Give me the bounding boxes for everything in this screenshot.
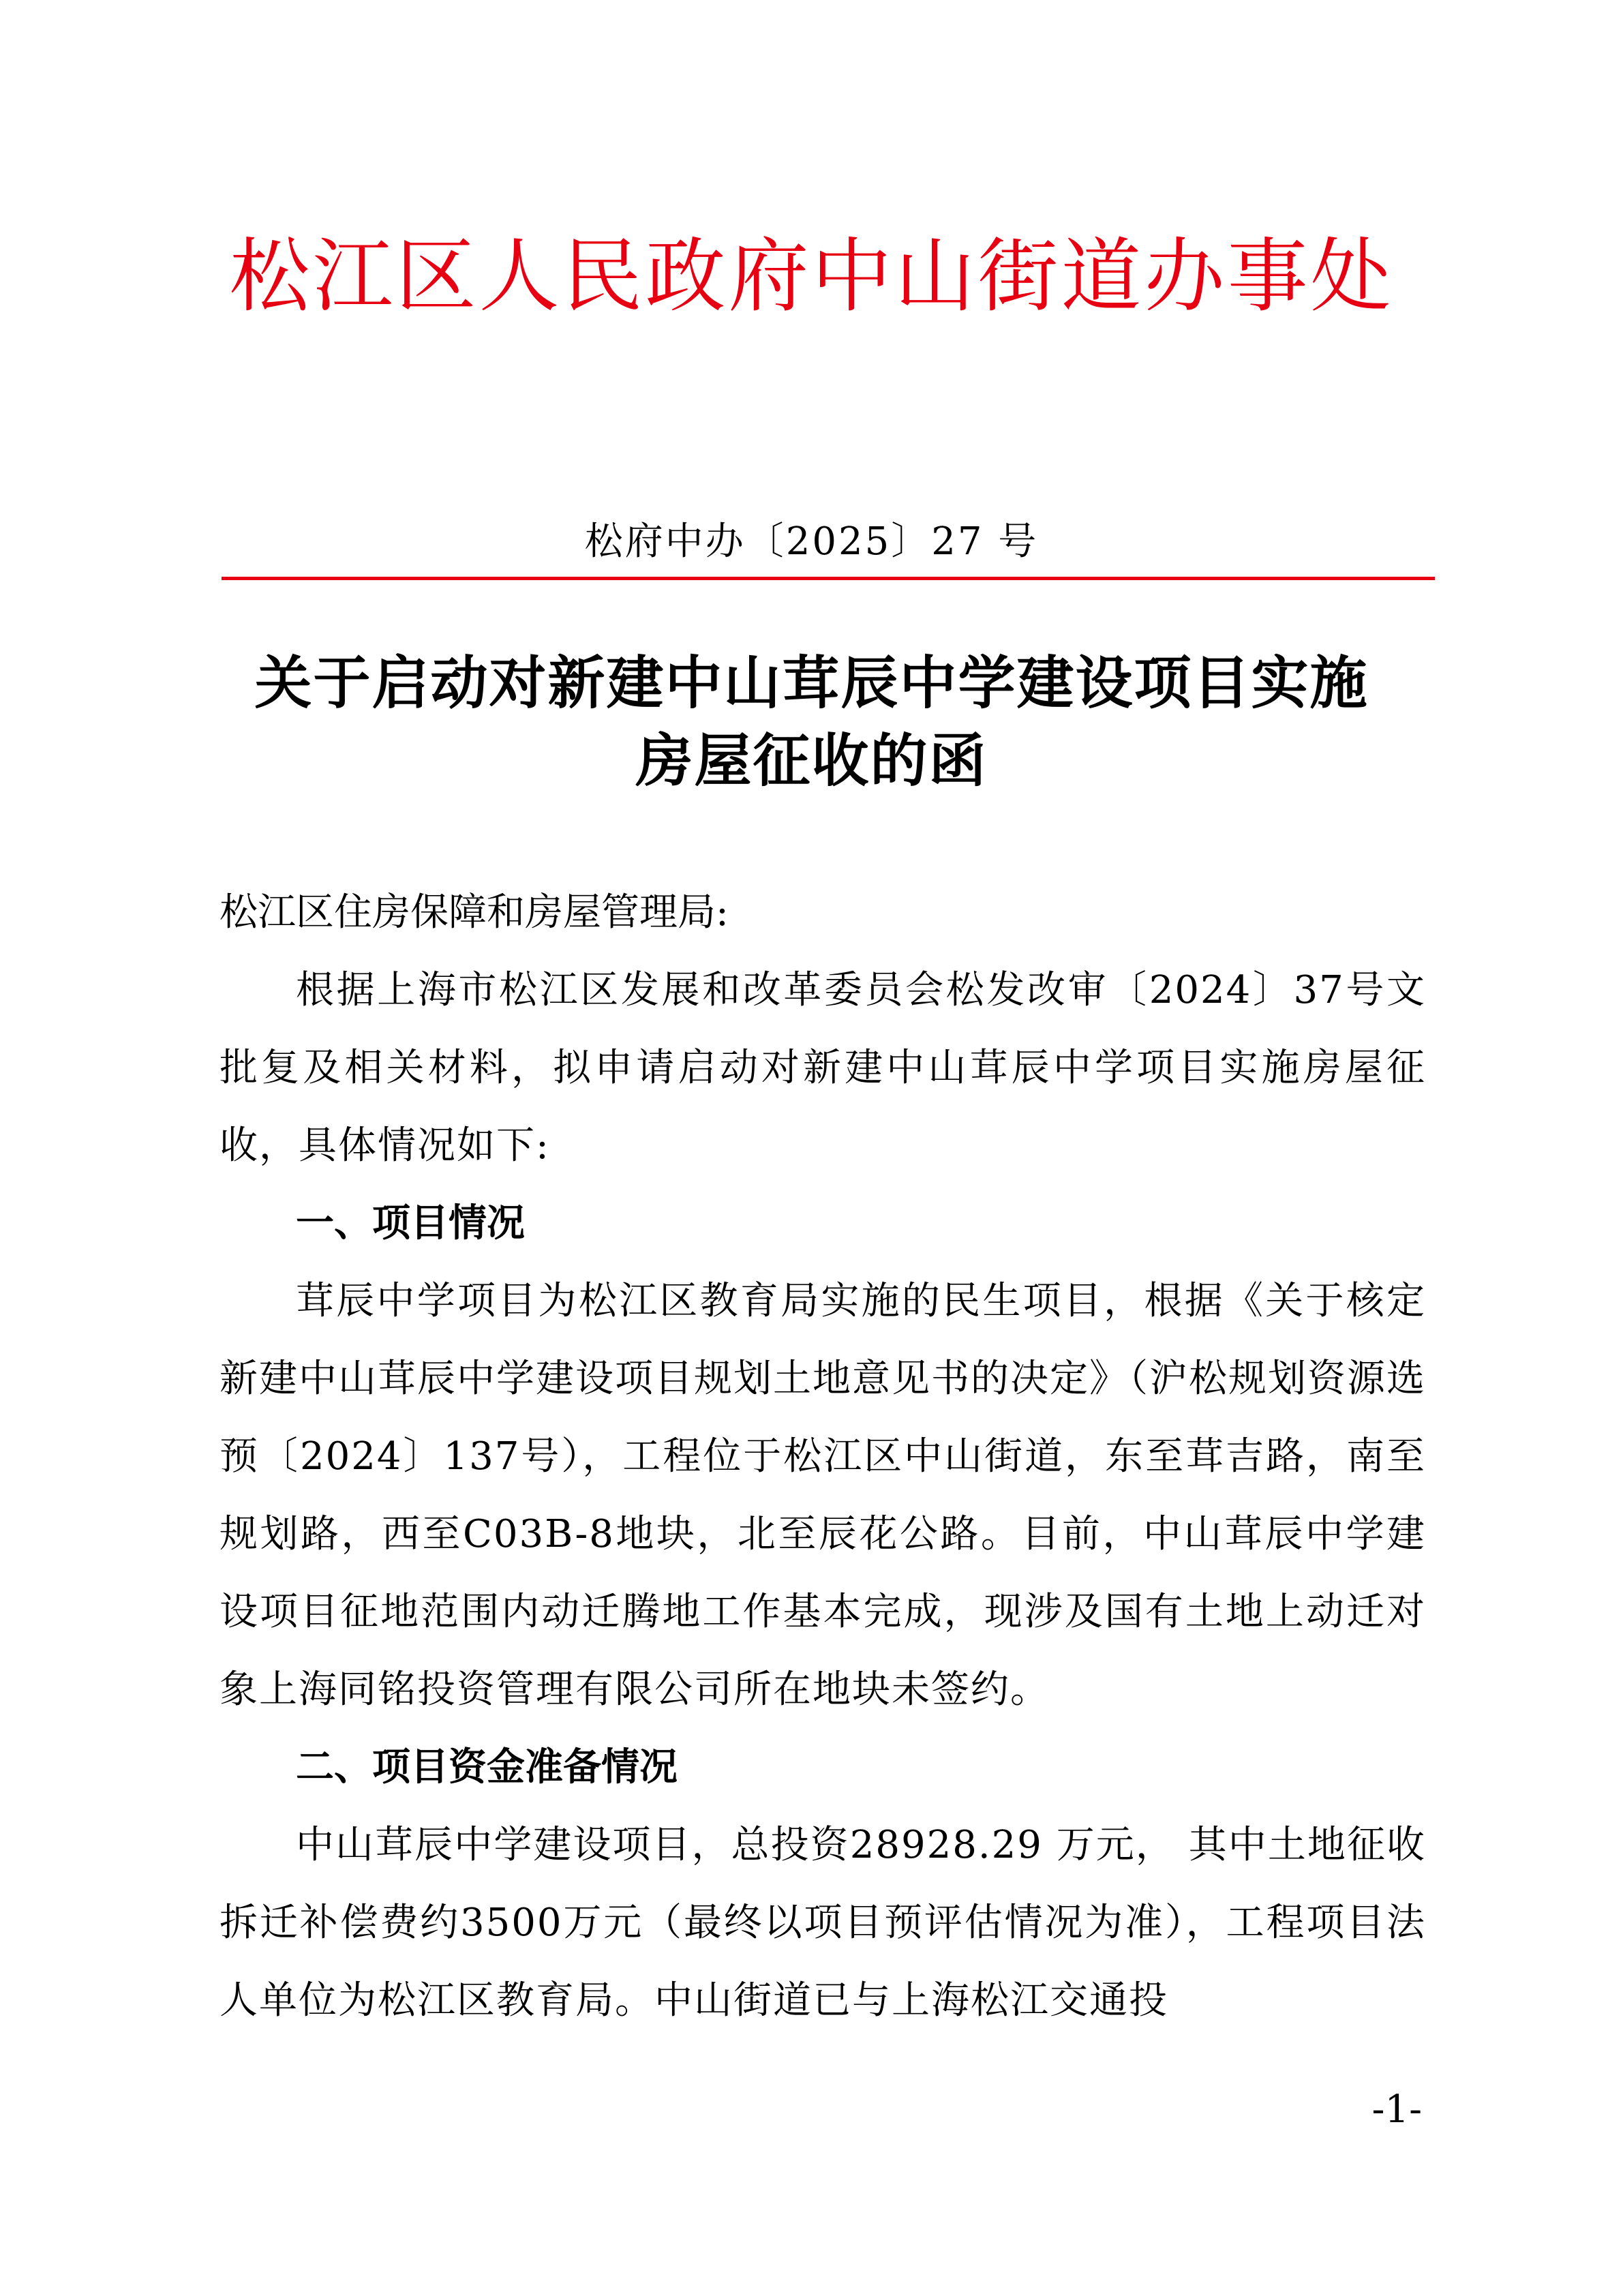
document-title-line-2: 房屋征收的函	[635, 727, 988, 794]
salutation: 松江区住房保障和房屋管理局:	[219, 890, 729, 935]
section-2-heading: 二、项目资金准备情况	[296, 1745, 678, 1789]
section-2-paragraph: 中山茸辰中学建设项目，总投资28928.29 万元， 其中土地征收拆迁补偿费约3500万元（最终以项目预评估情况为准），工程项目法人单位为松江区教育局。中山街道已与上海松江交通投	[219, 1823, 1426, 2023]
section-1-heading: 一、项目情况	[296, 1201, 525, 1245]
document-number: 松府中办〔2025〕27 号	[584, 519, 1039, 564]
document-title	[0, 644, 1623, 800]
issuing-organization-header: 松江区人民政府中山街道办事处	[229, 229, 1394, 323]
page-number: -1-	[1371, 2087, 1422, 2132]
red-divider-line	[222, 577, 1435, 580]
document-title-line-1: 关于启动对新建中山茸辰中学建设项目实施	[254, 649, 1369, 716]
document-body	[219, 874, 1426, 2040]
section-1-paragraph: 茸辰中学项目为松江区教育局实施的民生项目，根据《关于核定新建中山茸辰中学建设项目规划土地意见书的决定》（沪松规划资源选预〔2024〕137号），工程位于松江区中山街道，东至茸吉路，南至规划路，西至C03B-8地块，北至辰花公路。目前，中山茸辰中学建设项目征地范围内动迁腾地工作基本完成，现涉及国有土地上动迁对象上海同铭投资管理有限公司所在地块未签约。	[219, 1279, 1426, 1712]
intro-paragraph: 根据上海市松江区发展和改革委员会松发改审〔2024〕37号文批复及相关材料，拟申请启动对新建中山茸辰中学项目实施房屋征收，具体情况如下:	[219, 968, 1426, 1168]
